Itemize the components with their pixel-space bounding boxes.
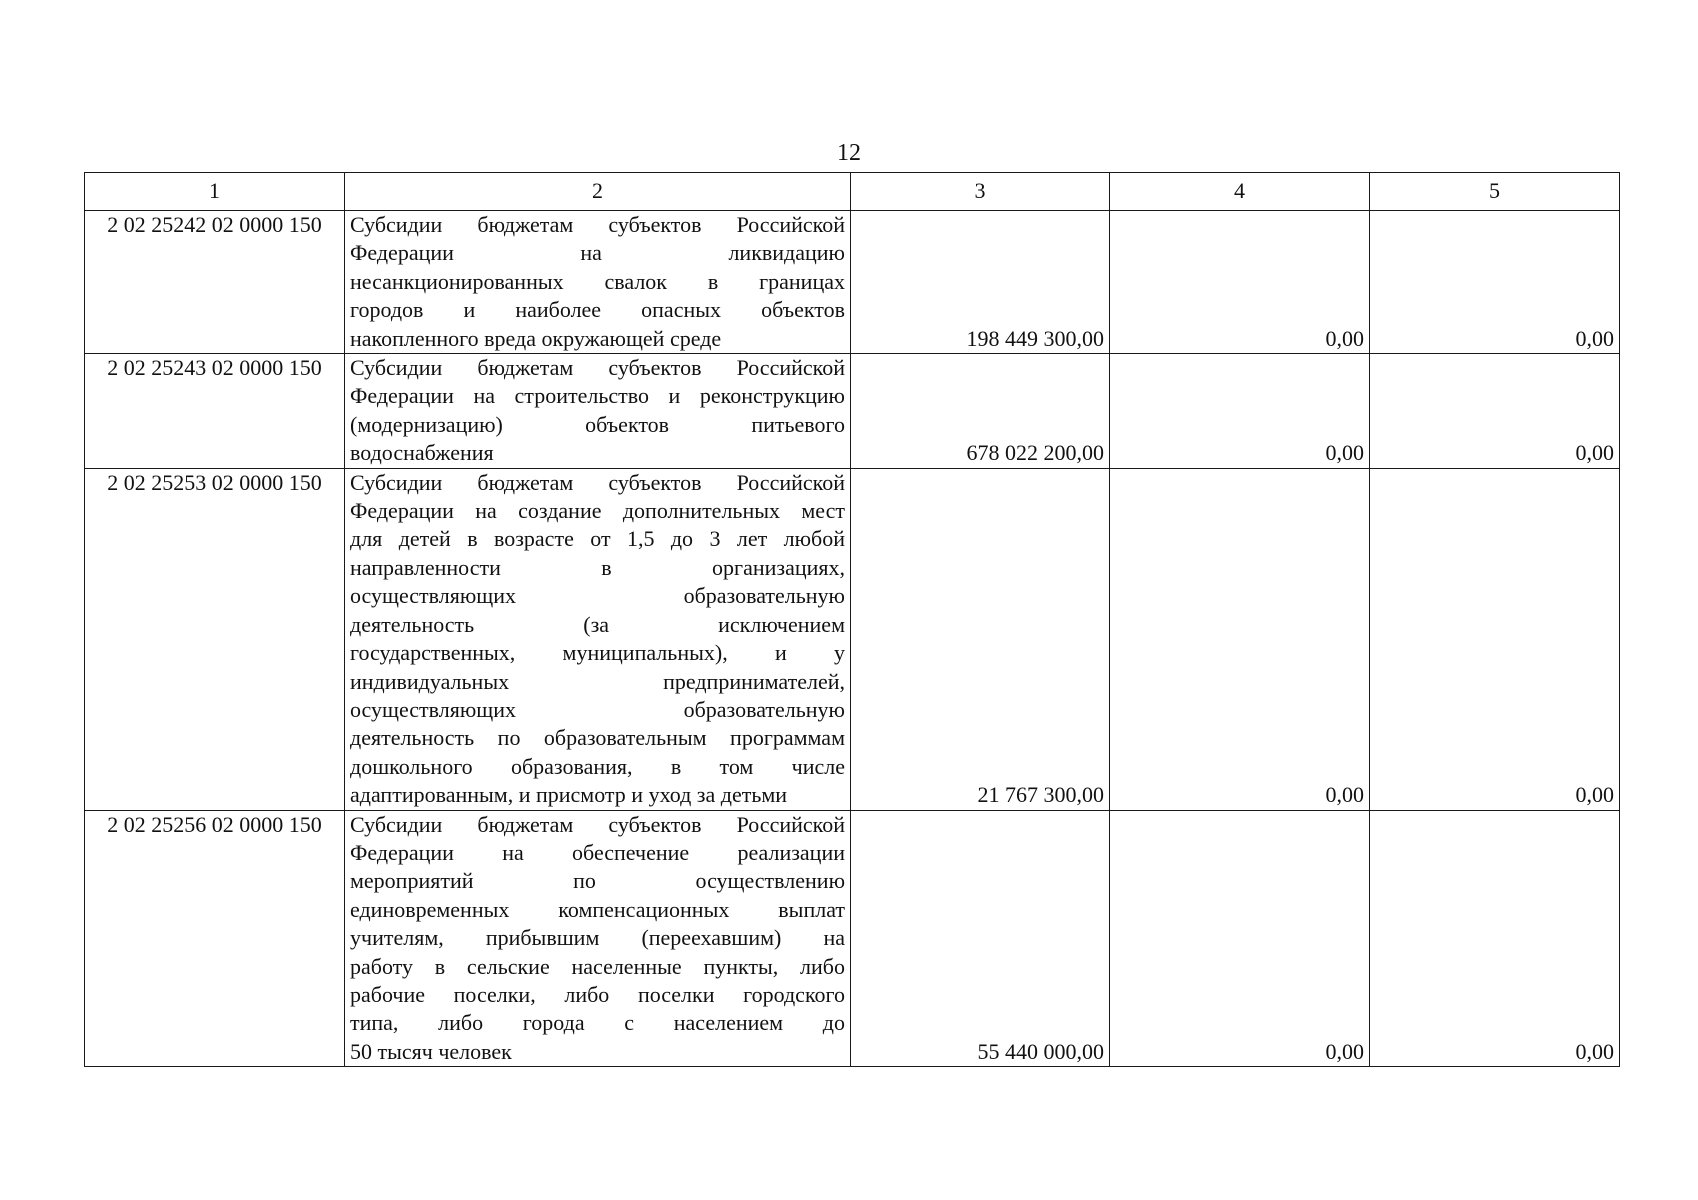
description-line: городов и наиболее опасных объектов — [350, 297, 845, 323]
amount-col3-cell: 198 449 300,00 — [851, 211, 1110, 354]
amount-col4-cell: 0,00 — [1110, 810, 1370, 1067]
description-line: водоснабжения — [350, 440, 494, 466]
description-line: типа, либо города с населением до — [350, 1010, 845, 1036]
description-line: деятельность (за исключением — [350, 611, 845, 637]
description-line: дошкольного образования, в том числе — [350, 753, 845, 779]
description-line: Субсидии бюджетам субъектов Российской — [350, 355, 845, 381]
description-cell — [345, 468, 851, 810]
description-line: осуществляющих образовательную — [350, 583, 845, 609]
description-line: Субсидии бюджетам субъектов Российской — [350, 469, 845, 495]
amount-col5-cell: 0,00 — [1370, 810, 1620, 1067]
description-cell — [345, 211, 851, 354]
description-line: индивидуальных предпринимателей, — [350, 668, 845, 694]
description-line: адаптированным, и присмотр и уход за детьми — [350, 782, 788, 808]
table-row — [85, 211, 1620, 354]
amount-col4-cell: 0,00 — [1110, 211, 1370, 354]
description-line: 50 тысяч человек — [350, 1038, 512, 1064]
description-line: Федерации на строительство и реконструкцию — [350, 383, 845, 409]
table-row — [85, 354, 1620, 469]
description-cell — [345, 810, 851, 1067]
description-line: мероприятий по осуществлению — [350, 868, 845, 894]
budget-table — [84, 172, 1620, 1067]
description-line: Субсидии бюджетам субъектов Российской — [350, 811, 845, 837]
amount-col3-cell: 678 022 200,00 — [851, 354, 1110, 469]
description-line: несанкционированных свалок в границах — [350, 268, 845, 294]
description-line: Федерации на обеспечение реализации — [350, 839, 845, 865]
description-line: учителям, прибывшим (переехавшим) на — [350, 925, 845, 951]
amount-col5-cell: 0,00 — [1370, 211, 1620, 354]
description-line: работу в сельские населенные пункты, либо — [350, 953, 845, 979]
header-row — [85, 173, 1620, 211]
description-cell — [345, 354, 851, 469]
header-col-4: 4 — [1110, 173, 1370, 211]
description-line: (модернизацию) объектов питьевого — [350, 411, 845, 437]
table-row — [85, 810, 1620, 1067]
description-line: накопленного вреда окружающей среде — [350, 325, 722, 351]
description-line: государственных, муниципальных), и у — [350, 640, 845, 666]
budget-code-cell: 2 02 25242 02 0000 150 — [85, 211, 345, 354]
amount-col5-cell: 0,00 — [1370, 468, 1620, 810]
budget-code-cell: 2 02 25243 02 0000 150 — [85, 354, 345, 469]
amount-col3-cell: 21 767 300,00 — [851, 468, 1110, 810]
header-col-3: 3 — [851, 173, 1110, 211]
amount-col5-cell: 0,00 — [1370, 354, 1620, 469]
description-line: рабочие поселки, либо поселки городского — [350, 981, 845, 1007]
budget-code-cell: 2 02 25253 02 0000 150 — [85, 468, 345, 810]
budget-code-cell: 2 02 25256 02 0000 150 — [85, 810, 345, 1067]
table-row — [85, 468, 1620, 810]
description-line: деятельность по образовательным программам — [350, 725, 845, 751]
header-col-2: 2 — [345, 173, 851, 211]
description-line: Федерации на ликвидацию — [350, 240, 845, 266]
header-col-5: 5 — [1370, 173, 1620, 211]
amount-col4-cell: 0,00 — [1110, 354, 1370, 469]
amount-col4-cell: 0,00 — [1110, 468, 1370, 810]
description-line: направленности в организациях, — [350, 554, 845, 580]
description-line: для детей в возрасте от 1,5 до 3 лет любой — [350, 526, 845, 552]
description-line: Федерации на создание дополнительных мест — [350, 498, 845, 524]
description-line: единовременных компенсационных выплат — [350, 896, 845, 922]
header-col-1: 1 — [85, 173, 345, 211]
description-line: Субсидии бюджетам субъектов Российской — [350, 212, 845, 237]
amount-col3-cell: 55 440 000,00 — [851, 810, 1110, 1067]
description-line: осуществляющих образовательную — [350, 696, 845, 722]
page-number: 12 — [837, 140, 861, 166]
